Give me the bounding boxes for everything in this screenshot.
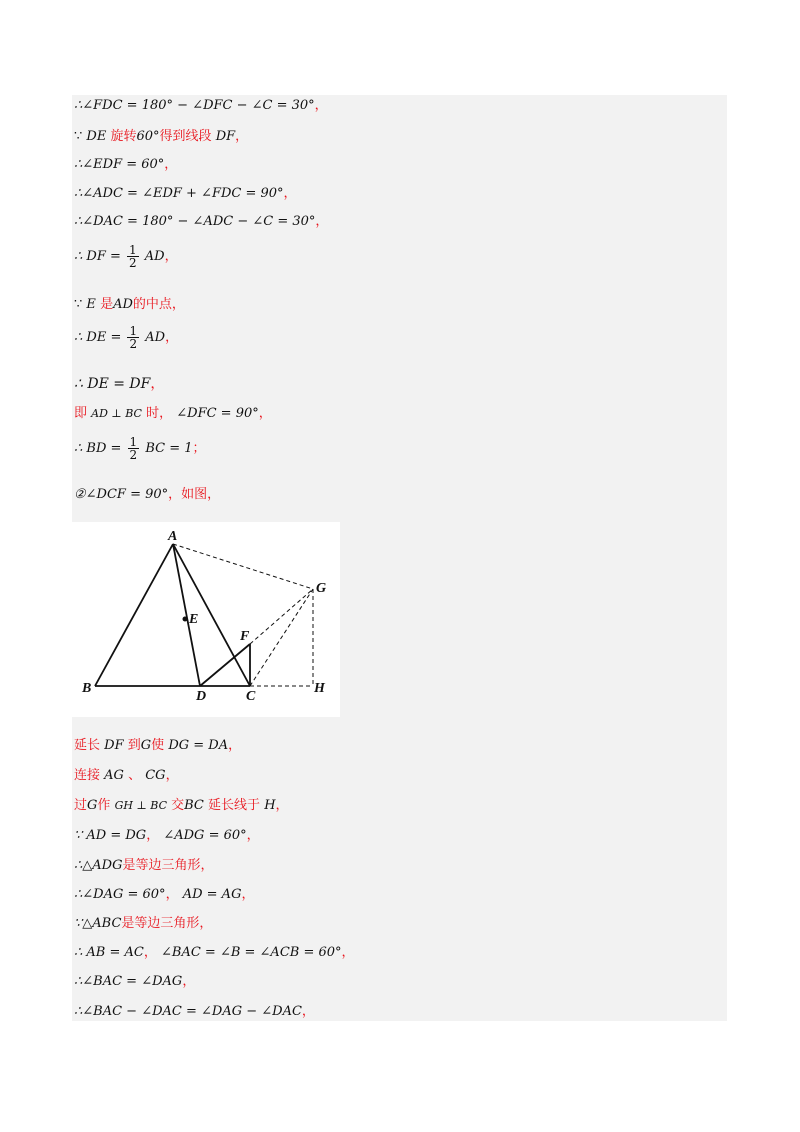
solution-line: ∴∠DAC = 180° − ∠ADC − ∠C = 30°， xyxy=(74,214,329,229)
solution-line: ∴∠FDC = 180° − ∠DFC − ∠C = 30°， xyxy=(74,98,328,113)
label-C: C xyxy=(246,689,256,704)
solution-line: ②∠DCF = 90°，如图， xyxy=(74,487,221,502)
solution-line: ∴∠BAC − ∠DAC = ∠DAG − ∠DAC， xyxy=(74,1004,315,1019)
solution-line: ∴∠EDF = 60°， xyxy=(74,157,178,172)
label-B: B xyxy=(82,681,92,696)
solution-line: ∴∠BAC = ∠DAG， xyxy=(74,974,196,989)
segment-AB xyxy=(95,544,173,686)
label-D: D xyxy=(196,689,207,704)
label-H: H xyxy=(314,681,325,696)
solution-line: ∴△ADG是等边三角形， xyxy=(74,858,214,873)
solution-line: ∴ DE = DF， xyxy=(74,376,165,392)
point-E-marker xyxy=(183,617,188,622)
solution-line: ∴ DE = $\frac{1}{2}$ AD， xyxy=(74,324,179,351)
segment-FG xyxy=(250,589,313,644)
label-F: F xyxy=(240,629,250,644)
label-E: E xyxy=(189,612,199,627)
label-G: G xyxy=(316,581,327,596)
segment-DF xyxy=(200,644,250,686)
fraction: $\frac{1}{2}$ xyxy=(129,243,137,270)
segment-AC xyxy=(173,544,250,686)
solution-line: ∵ E 是AD的中点， xyxy=(74,297,185,312)
solution-line: 即 AD ⊥ BC 时， ∠DFC = 90°， xyxy=(74,406,272,421)
fraction: $\frac{1}{2}$ xyxy=(129,435,138,462)
solution-line: ∴ BD = $\frac{1}{2}$ BC = 1； xyxy=(74,435,206,462)
solution-line: 延长 DF 到G使 DG = DA， xyxy=(74,738,242,753)
label-A: A xyxy=(168,529,178,544)
solution-line: ∴∠ADC = ∠EDF + ∠FDC = 90°， xyxy=(74,186,297,201)
solution-line: ∵ DE 旋转60°得到线段 DF， xyxy=(74,129,249,144)
solution-line: ∴∠DAG = 60°， AD = AG， xyxy=(74,887,255,902)
fraction: $\frac{1}{2}$ xyxy=(129,324,138,351)
solution-line: ∵△ABC是等边三角形， xyxy=(74,916,213,931)
solution-line: 过G作 GH ⊥ BC 交BC 延长线于 H， xyxy=(74,798,289,813)
triangle-diagram xyxy=(72,522,340,717)
solution-line: 连接 AG 、 CG， xyxy=(74,768,179,783)
solution-line: ∵ AD = DG， ∠ADG = 60°， xyxy=(74,828,260,843)
solution-line: ∴ DF = $\frac{1}{2}$ AD， xyxy=(74,243,178,270)
segment-CG xyxy=(250,589,313,686)
solution-line: ∴ AB = AC， ∠BAC = ∠B = ∠ACB = 60°， xyxy=(74,945,355,960)
geometry-figure xyxy=(72,522,340,717)
